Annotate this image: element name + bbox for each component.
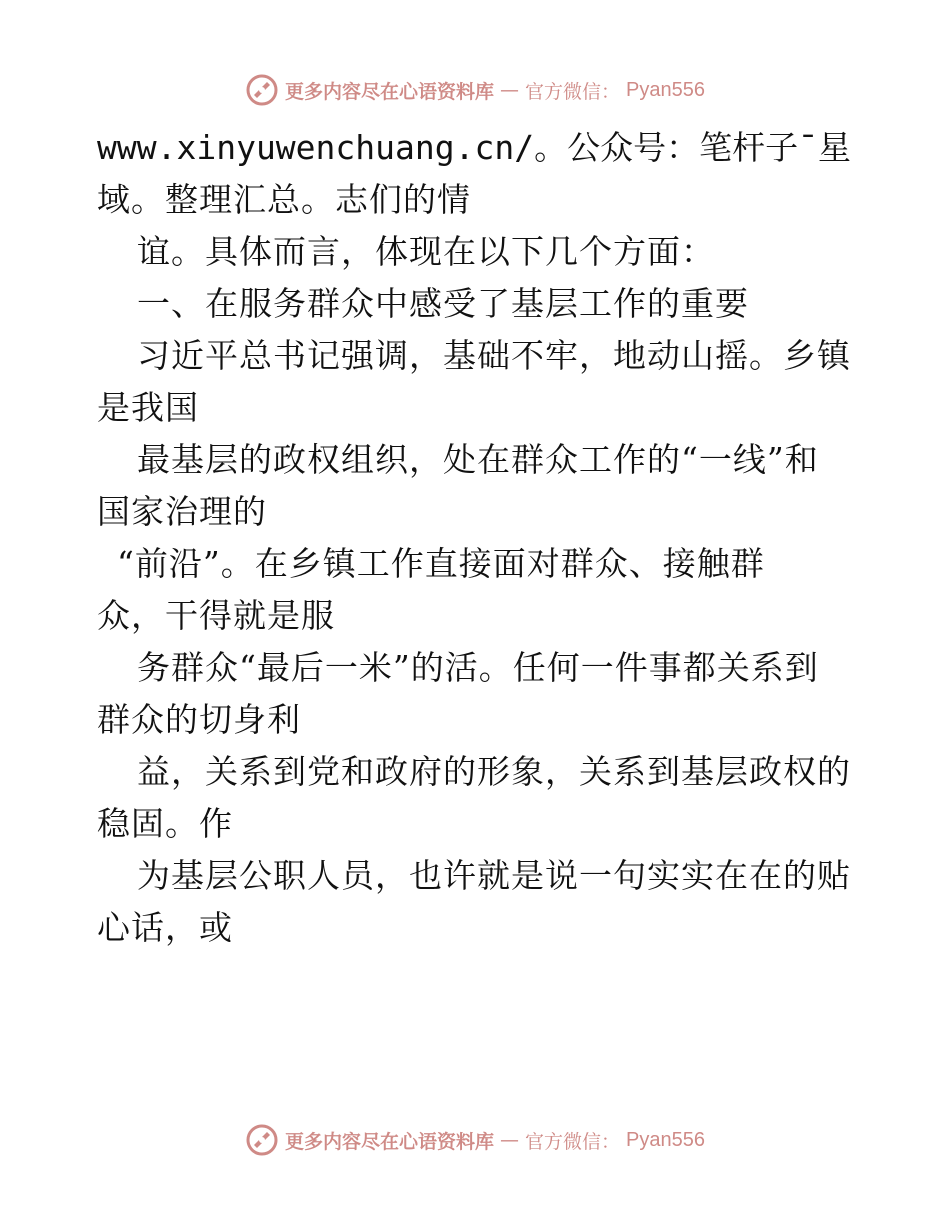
text-line: 习近平总书记强调，基础不牢，地动山摇。乡镇: [137, 336, 851, 375]
footer-wechat-id: Pyan556: [626, 1128, 705, 1151]
text-line: 务群众“最后一米”的活。任何一件事都关系到: [137, 648, 819, 687]
section-heading: 一、在服务群众中感受了基层工作的重要: [137, 284, 749, 323]
header-sub-text: 官方微信：: [525, 80, 621, 103]
document-body: [97, 122, 857, 954]
text-line: “前沿”。在乡镇工作直接面对群众、接触群: [117, 544, 765, 583]
text-line: 是我国: [97, 388, 199, 427]
footer-brand-text: 更多内容尽在心语资料库: [285, 1130, 495, 1153]
header-watermark: [0, 70, 950, 110]
text-line: 谊。具体而言，体现在以下几个方面：: [137, 232, 715, 271]
text-line: 众，干得就是服: [97, 596, 335, 635]
header-separator: —: [500, 79, 520, 101]
text-line: 群众的切身利: [97, 700, 301, 739]
header-brand-text: 更多内容尽在心语资料库: [285, 80, 495, 103]
text-line: 域。整理汇总。志们的情: [97, 180, 471, 219]
footer-separator: —: [500, 1129, 520, 1151]
brand-logo-icon: [245, 73, 279, 107]
brand-logo-icon: [245, 1123, 279, 1157]
text-line: 为基层公职人员，也许就是说一句实实在在的贴: [137, 856, 851, 895]
text-line: 心话，或: [97, 908, 233, 947]
text-line: www.xinyuwenchuang.cn/。公众号：笔杆子¯星: [97, 128, 851, 167]
text-line: 最基层的政权组织，处在群众工作的“一线”和: [137, 440, 819, 479]
footer-watermark: [0, 1120, 950, 1160]
text-line: 益，关系到党和政府的形象，关系到基层政权的: [137, 752, 851, 791]
text-line: 国家治理的: [97, 492, 267, 531]
text-line: 稳固。作: [97, 804, 233, 843]
header-wechat-id: Pyan556: [626, 78, 705, 101]
footer-sub-text: 官方微信：: [525, 1130, 621, 1153]
